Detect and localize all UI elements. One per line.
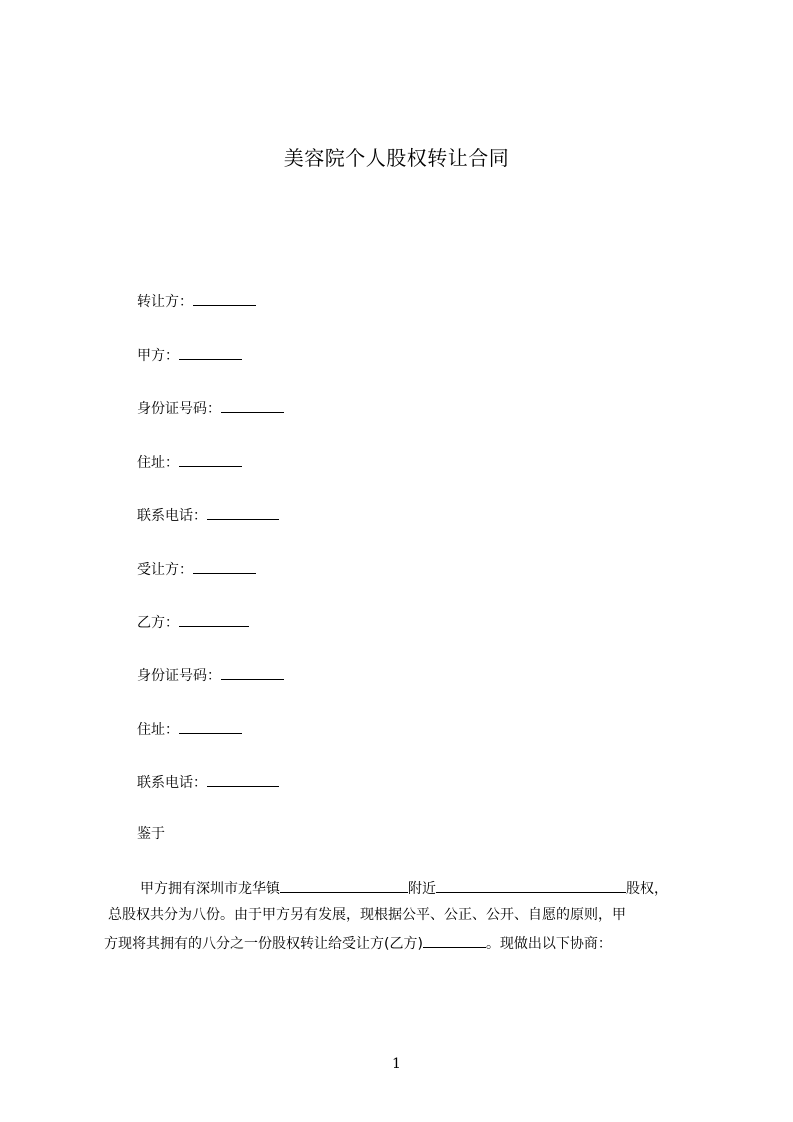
paragraph-line-2: 总股权共分为八份。由于甲方另有发展，现根据公平、公正、公开、自愿的原则，甲 <box>108 907 626 923</box>
field-label: 转让方： <box>137 294 193 310</box>
blank-line <box>179 613 249 627</box>
field-party-b <box>137 613 249 632</box>
document-title: 美容院个人股权转让合同 <box>283 146 510 170</box>
paragraph-text: 方现将其拥有的八分之一份股权转让给受让方(乙方) <box>104 936 423 952</box>
field-label: 身份证号码： <box>137 401 221 417</box>
field-label: 乙方： <box>137 615 179 631</box>
paragraph-line-3 <box>104 934 612 953</box>
blank-line <box>207 506 279 520</box>
field-label: 联系电话： <box>137 508 207 524</box>
field-party-a <box>137 346 242 365</box>
field-party-a-phone <box>137 506 279 525</box>
field-label: 甲方： <box>137 348 179 364</box>
paragraph-text: 附近 <box>408 881 436 897</box>
field-transferor <box>137 292 256 311</box>
blank-line <box>193 292 256 306</box>
blank-line <box>221 399 284 413</box>
field-party-b-address <box>137 720 242 739</box>
paragraph-text: 股权， <box>626 881 668 897</box>
blank-line <box>179 346 242 360</box>
paragraph-text: 甲方拥有深圳市龙华镇 <box>140 881 280 897</box>
blank-line <box>423 934 486 948</box>
blank-line <box>221 666 284 680</box>
field-label: 联系电话： <box>137 775 207 791</box>
blank-line <box>193 560 256 574</box>
field-party-a-address <box>137 453 242 472</box>
field-transferee <box>137 560 256 579</box>
whereas-heading: 鉴于 <box>137 826 165 842</box>
paragraph-line-1 <box>140 879 668 898</box>
paragraph-text: 。现做出以下协商： <box>485 936 612 952</box>
field-label: 住址： <box>137 722 179 738</box>
field-label: 身份证号码： <box>137 668 221 684</box>
field-party-b-id <box>137 666 284 685</box>
field-label: 受让方： <box>137 562 193 578</box>
blank-line <box>436 879 626 893</box>
blank-line <box>179 720 242 734</box>
field-label: 住址： <box>137 455 179 471</box>
field-party-b-phone <box>137 773 279 792</box>
field-party-a-id <box>137 399 284 418</box>
blank-line <box>207 773 279 787</box>
blank-line <box>280 879 408 893</box>
blank-line <box>179 453 242 467</box>
page-number: 1 <box>392 1056 401 1072</box>
